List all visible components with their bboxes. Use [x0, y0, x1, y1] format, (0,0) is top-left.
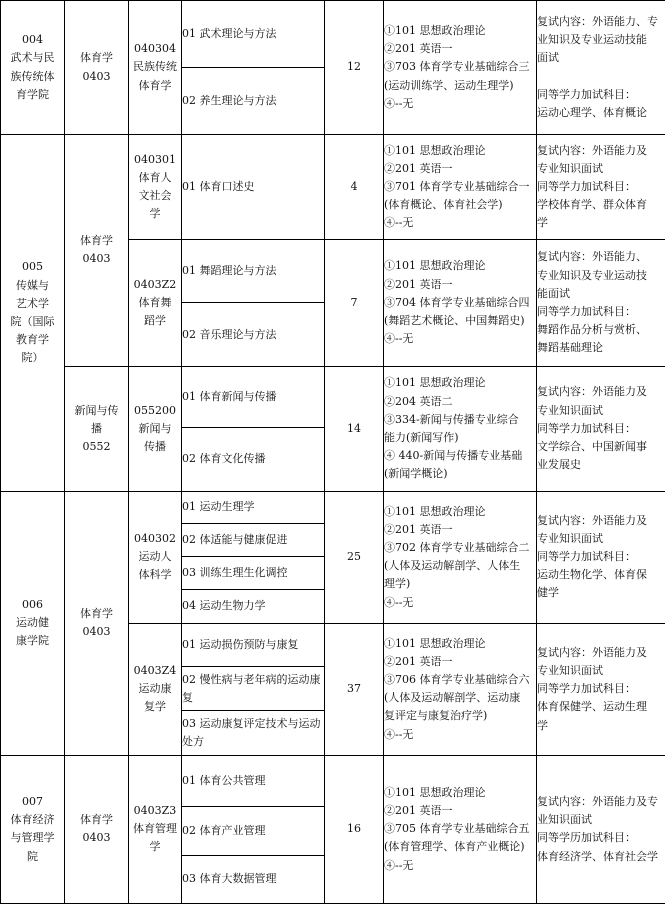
table-row [1, 135, 665, 240]
exam-subjects: ①101 思想政治理论 ②201 英语一 ③706 体育学专业基础综合六 (人体及运动解剖学、运动康 复评定与康复治疗学) ④--无 [384, 623, 537, 755]
college-cell: 007 体育经济 与管理学 院 [1, 755, 65, 903]
direction-cell: 01 运动生理学 [182, 491, 325, 523]
college-cell: 006 运动健 康学院 [1, 491, 65, 755]
direction-cell: 01 运动损伤预防与康复 [182, 623, 325, 666]
direction-cell: 03 运动康复评定技术与运动处方 [182, 711, 325, 755]
retest-notes: 复试内容：外语能力及 专业知识面试 同等学力加试科目： 运动生物化学、体育保 健学 [537, 491, 665, 623]
discipline-cell: 体育学 0403 [65, 135, 129, 367]
retest-notes: 复试内容：外语能力及 专业知识面试 同等学力加试科目： 体育保健学、运动生理 学 [537, 623, 665, 755]
direction-cell: 02 体育文化传播 [182, 428, 325, 491]
direction-cell: 02 音乐理论与方法 [182, 303, 325, 366]
direction-cell: 01 体育公共管理 [182, 755, 325, 806]
direction-cell: 01 舞蹈理论与方法 [182, 239, 325, 302]
major-cell: 0403Z4 运动康 复学 [129, 623, 182, 755]
college-cell: 004 武术与民 族传统体 育学院 [1, 1, 65, 135]
retest-notes: 复试内容：外语能力及 专业知识面试 同等学力加试科目： 文学综合、中国新闻事 业发展史 [537, 366, 665, 491]
enrollment-count: 16 [325, 755, 384, 903]
enrollment-count: 14 [325, 366, 384, 491]
exam-subjects: ①101 思想政治理论 ②201 英语一 ③703 体育学专业基础综合三 (运动训练学、运动生理学) ④--无 [384, 1, 537, 135]
discipline-cell: 体育学 0403 [65, 491, 129, 755]
exam-subjects: ①101 思想政治理论 ②201 英语一 ③704 体育学专业基础综合四 (舞蹈艺术概论、中国舞蹈史) ④--无 [384, 239, 537, 366]
discipline-cell: 体育学 0403 [65, 755, 129, 903]
major-cell: 055200 新闻与 传播 [129, 366, 182, 491]
enrollment-count: 25 [325, 491, 384, 623]
direction-cell: 04 运动生物力学 [182, 589, 325, 623]
direction-cell: 02 养生理论与方法 [182, 67, 325, 135]
direction-cell: 02 体育产业管理 [182, 807, 325, 855]
direction-cell: 01 体育新闻与传播 [182, 366, 325, 427]
retest-notes: 复试内容：外语能力、 专业知识及专业运动技 能面试 同等学力加试科目： 舞蹈作品分析与赏析、 舞蹈基础理论 [537, 239, 665, 366]
major-cell: 0403Z3 体育管理 学 [129, 755, 182, 903]
direction-cell: 01 武术理论与方法 [182, 1, 325, 68]
retest-notes: 复试内容：外语能力及 专业知识面试 同等学力加试科目： 学校体育学、群众体育 学 [537, 135, 665, 240]
table-row [1, 366, 665, 427]
enrollment-count: 12 [325, 1, 384, 135]
exam-subjects: ①101 思想政治理论 ②201 英语一 ③701 体育学专业基础综合一 (体育概论、体育社会学) ④--无 [384, 135, 537, 240]
major-cell: 040301 体育人 文社会 学 [129, 135, 182, 240]
exam-subjects: ①101 思想政治理论 ②204 英语二 ③334-新闻与传播专业综合 能力(新闻写作) ④ 440-新闻与传播专业基础 (新闻学概论) [384, 366, 537, 491]
major-cell: 040304 民族传统 体育学 [129, 1, 182, 135]
table-row [1, 755, 665, 806]
direction-cell: 02 慢性病与老年病的运动康复 [182, 667, 325, 711]
retest-notes: 复试内容：外语能力、专 业知识及专业运动技能 面试 同等学力加试科目： 运动心理学、体育概论 [537, 1, 665, 135]
discipline-cell: 体育学 0403 [65, 1, 129, 135]
direction-cell: 02 体适能与健康促进 [182, 524, 325, 557]
direction-cell: 01 体育口述史 [182, 135, 325, 240]
table-row [1, 1, 665, 68]
exam-subjects: ①101 思想政治理论 ②201 英语一 ③705 体育学专业基础综合五 (体育管理学、体育产业概论) ④--无 [384, 755, 537, 903]
enrollment-count: 7 [325, 239, 384, 366]
exam-subjects: ①101 思想政治理论 ②201 英语一 ③702 体育学专业基础综合二 (人体及运动解剖学、人体生 理学) ④--无 [384, 491, 537, 623]
major-cell: 0403Z2 体育舞 蹈学 [129, 239, 182, 366]
direction-cell: 03 体育大数据管理 [182, 855, 325, 903]
table-row [1, 491, 665, 523]
college-cell: 005 传媒与 艺术学 院（国际 教育学 院） [1, 135, 65, 492]
discipline-cell: 新闻与传 播 0552 [65, 366, 129, 491]
major-cell: 040302 运动人 体科学 [129, 491, 182, 623]
enrollment-count: 37 [325, 623, 384, 755]
direction-cell: 03 训练生理生化调控 [182, 557, 325, 589]
enrollment-count: 4 [325, 135, 384, 240]
retest-notes: 复试内容：外语能力及专 业知识面试 同等学历加试科目： 体育经济学、体育社会学 [537, 755, 665, 903]
